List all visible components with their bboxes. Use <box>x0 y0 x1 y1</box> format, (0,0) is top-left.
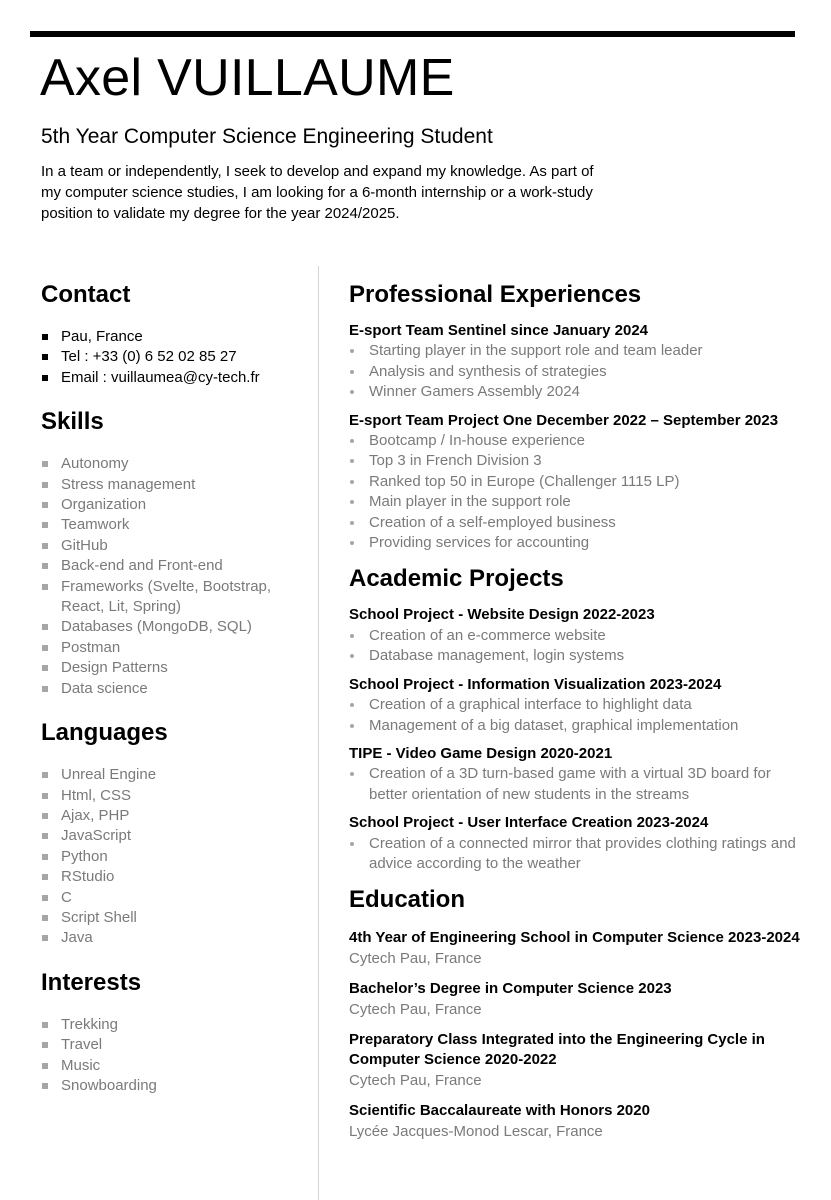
project-title: TIPE - Video Game Design 2020-2021 <box>349 744 613 762</box>
experience-bullet: Bootcamp / In-house experience <box>349 431 809 451</box>
interest-item: Trekking <box>41 1015 301 1035</box>
interest-item: Snowboarding <box>41 1076 301 1096</box>
project-title: School Project - User Interface Creation 2023-2024 <box>349 814 709 832</box>
interest-item: Travel <box>41 1035 301 1055</box>
education-title: 4th Year of Engineering School in Computer Science 2023-2024 <box>349 929 800 947</box>
experiences-heading: Professional Experiences <box>349 281 642 308</box>
education-heading: Education <box>349 886 466 914</box>
language-item: JavaScript <box>41 826 301 846</box>
education-place: Cytech Pau, France <box>349 949 482 967</box>
project-bullets <box>349 764 809 805</box>
education-entry <box>349 928 809 969</box>
languages-heading: Languages <box>41 719 168 747</box>
project-bullets <box>349 834 809 875</box>
summary-text: In a team or independently, I seek to develop and expand my knowledge. As part of my computer science studies, I am looking for a 6-month internship or a work-study position to validate my degree for the year 2024/2025. <box>41 163 594 222</box>
language-item: C <box>41 888 301 908</box>
project-bullet: Creation of an e-commerce website <box>349 626 809 646</box>
column-divider <box>318 266 319 1200</box>
projects-heading: Academic Projects <box>349 565 564 593</box>
experience-title: E-sport Team Sentinel since January 2024 <box>349 322 649 339</box>
education-place: Cytech Pau, France <box>349 1071 482 1089</box>
skill-item: Postman <box>41 638 301 658</box>
language-item: Script Shell <box>41 908 301 928</box>
language-item: Unreal Engine <box>41 765 301 785</box>
skill-item: Stress management <box>41 475 301 495</box>
language-item: Java <box>41 928 301 948</box>
contact-location: Pau, France <box>41 327 301 347</box>
skill-item: Teamwork <box>41 515 301 535</box>
project-bullet: Creation of a 3D turn-based game with a virtual 3D board for better orientation of new students in the streams <box>349 764 809 805</box>
education-entry <box>349 1101 809 1142</box>
skills-list <box>41 454 301 699</box>
experience-entry <box>349 411 809 554</box>
candidate-subtitle: 5th Year Computer Science Engineering Student <box>41 125 493 148</box>
experience-entry <box>349 321 809 403</box>
skill-item: Autonomy <box>41 454 301 474</box>
skill-item: Back-end and Front-end <box>41 556 301 576</box>
experience-bullet: Starting player in the support role and team leader <box>349 341 809 361</box>
experience-bullet: Top 3 in French Division 3 <box>349 451 809 471</box>
language-item: Html, CSS <box>41 786 301 806</box>
skill-item: Databases (MongoDB, SQL) <box>41 617 301 637</box>
education-entry <box>349 979 809 1020</box>
project-bullet: Management of a big dataset, graphical implementation <box>349 716 809 736</box>
candidate-name: Axel VUILLAUME <box>40 49 455 107</box>
project-bullet: Database management, login systems <box>349 646 809 666</box>
experience-bullets <box>349 431 809 553</box>
project-entry <box>349 813 809 874</box>
experience-bullet: Main player in the support role <box>349 492 809 512</box>
experience-bullet: Providing services for accounting <box>349 533 809 553</box>
skill-item: Design Patterns <box>41 658 301 678</box>
contact-phone: Tel : +33 (0) 6 52 02 85 27 <box>41 347 301 367</box>
skill-item: Organization <box>41 495 301 515</box>
contact-heading: Contact <box>41 281 131 308</box>
skill-item: GitHub <box>41 536 301 556</box>
skill-item: Data science <box>41 679 301 699</box>
project-bullets <box>349 626 809 667</box>
education-place: Cytech Pau, France <box>349 1000 482 1018</box>
experience-bullets <box>349 341 809 402</box>
skill-item: Frameworks (Svelte, Bootstrap, React, Lit, Spring) <box>41 577 301 618</box>
header-rule <box>30 31 795 37</box>
experience-bullet: Creation of a self-employed business <box>349 513 809 533</box>
left-column <box>41 277 301 1112</box>
project-title: School Project - Website Design 2022-2023 <box>349 606 655 624</box>
skills-section <box>41 404 301 699</box>
right-column <box>349 277 809 1142</box>
interests-heading: Interests <box>41 968 142 996</box>
languages-list <box>41 765 301 949</box>
project-bullet: Creation of a connected mirror that provides clothing ratings and advice according to the weather <box>349 834 809 875</box>
project-bullet: Creation of a graphical interface to highlight data <box>349 695 809 715</box>
language-item: Ajax, PHP <box>41 806 301 826</box>
project-entry <box>349 605 809 666</box>
project-entry <box>349 744 809 805</box>
interests-list <box>41 1015 301 1097</box>
interests-section <box>41 965 301 1097</box>
experience-bullet: Analysis and synthesis of strategies <box>349 362 809 382</box>
education-entry <box>349 1030 809 1091</box>
experience-title: E-sport Team Project One December 2022 – September 2023 <box>349 411 779 429</box>
education-title: Scientific Baccalaureate with Honors 2020 <box>349 1102 650 1120</box>
education-title: Preparatory Class Integrated into the Engineering Cycle in Computer Science 2020-2022 <box>349 1030 765 1069</box>
project-entry <box>349 675 809 736</box>
contact-list <box>41 327 301 388</box>
languages-section <box>41 715 301 949</box>
experience-bullet: Winner Gamers Assembly 2024 <box>349 382 809 402</box>
experience-bullet: Ranked top 50 in Europe (Challenger 1115 LP) <box>349 472 809 492</box>
project-title: School Project - Information Visualization 2023-2024 <box>349 675 722 693</box>
project-bullets <box>349 695 809 736</box>
contact-email[interactable]: Email : vuillaumea@cy-tech.fr <box>41 368 301 388</box>
contact-section <box>41 277 301 388</box>
language-item: RStudio <box>41 867 301 887</box>
education-title: Bachelor’s Degree in Computer Science 2023 <box>349 980 672 998</box>
interest-item: Music <box>41 1056 301 1076</box>
language-item: Python <box>41 847 301 867</box>
skills-heading: Skills <box>41 408 104 436</box>
education-place: Lycée Jacques-Monod Lescar, France <box>349 1122 603 1140</box>
